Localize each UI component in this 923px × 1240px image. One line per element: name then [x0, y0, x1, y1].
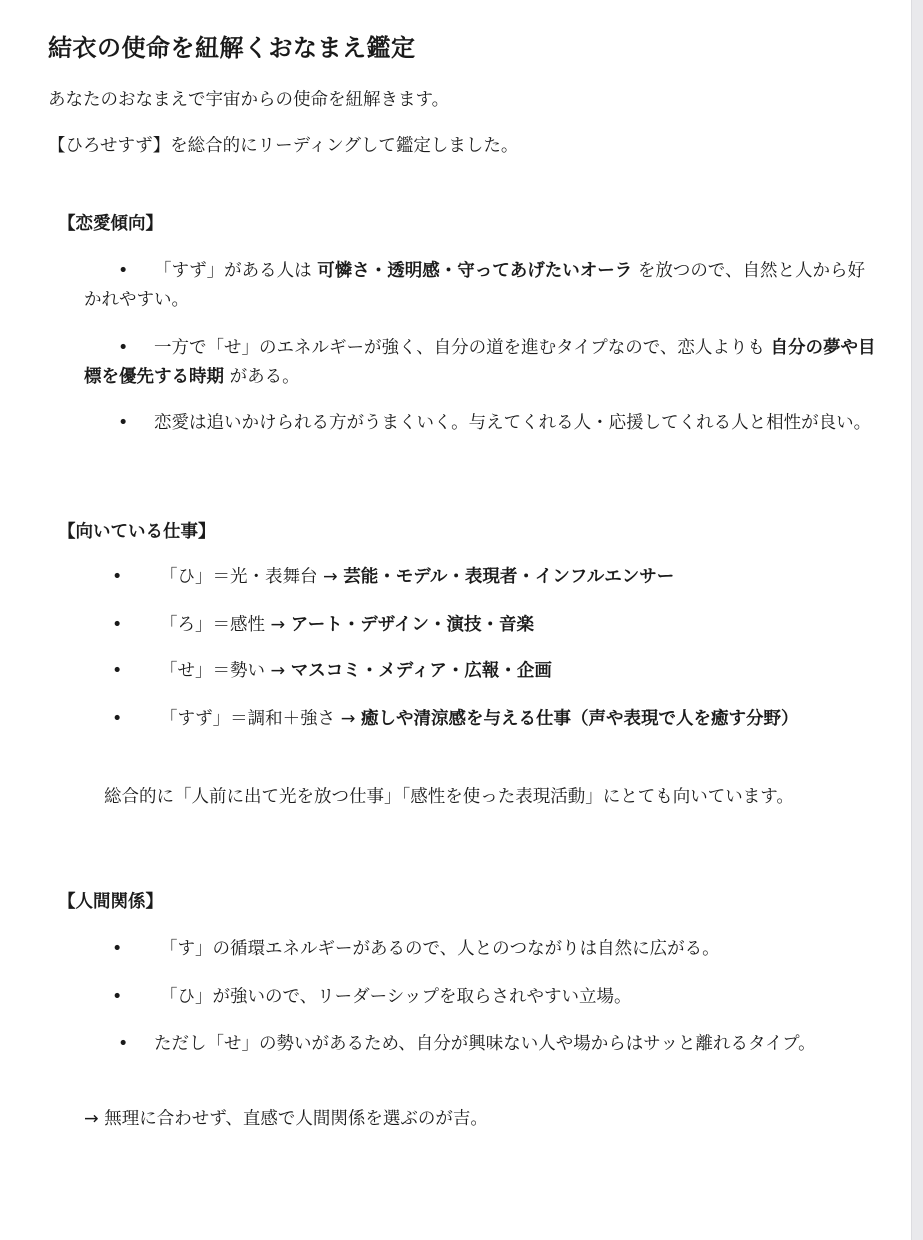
- love-item-2: [84, 334, 879, 392]
- bullet-dot: •: [112, 709, 123, 729]
- bullet-dot: •: [118, 413, 129, 433]
- relations-item-1: [112, 935, 720, 963]
- bullet-dot: •: [112, 567, 123, 587]
- work-item-3-text: 「せ」＝勢い →: [160, 661, 291, 681]
- love-item-3-text: 恋愛は追いかけられる方がうまくいく。与えてくれる人・応援してくれる人と相性が良い。: [154, 413, 872, 433]
- work-item-2-text: 「ろ」＝感性 →: [160, 615, 291, 635]
- relations-item-1-text: 「す」の循環エネルギーがあるので、人とのつながりは自然に広がる。: [160, 939, 720, 959]
- work-item-1: [112, 563, 674, 591]
- work-item-3-bold: マスコミ・メディア・広報・企画: [290, 661, 552, 681]
- love-item-1-post: を放つので、自然と人から好かれやすい。: [84, 261, 865, 310]
- work-item-3: [112, 657, 552, 685]
- work-summary: 総合的に「人前に出て光を放つ仕事」「感性を使った表現活動」にとても向いています。: [104, 787, 794, 807]
- love-item-2-bold: 自分の夢や目標を優先する時期: [84, 338, 876, 387]
- work-heading: 【向いている仕事】: [58, 522, 216, 542]
- love-item-1-text: 「すず」がある人は: [154, 261, 318, 281]
- love-heading: 【恋愛傾向】: [58, 214, 163, 234]
- love-item-1-bold: 可憐さ・透明感・守ってあげたいオーラ: [317, 261, 633, 281]
- love-item-3: [84, 409, 879, 438]
- relations-conclusion: → 無理に合わせず、直感で人間関係を選ぶのが吉。: [84, 1109, 488, 1129]
- relations-item-3-text: ただし「せ」の勢いがあるため、自分が興味ない人や場からはサッと離れるタイプ。: [154, 1034, 816, 1054]
- love-item-2-post: がある。: [224, 367, 300, 387]
- relations-item-3: [84, 1030, 879, 1059]
- bullet-dot: •: [112, 661, 123, 681]
- bullet-dot: •: [112, 987, 123, 1007]
- work-item-4: [112, 705, 798, 733]
- bullet-dot: •: [118, 1034, 129, 1054]
- intro-text-2: 【ひろせすず】を総合的にリーディングして鑑定しました。: [48, 136, 519, 156]
- bullet-dot: •: [118, 261, 129, 281]
- bullet-dot: •: [112, 615, 123, 635]
- work-item-2-bold: アート・デザイン・演技・音楽: [290, 615, 535, 635]
- bullet-dot: •: [118, 338, 129, 358]
- page-edge: [911, 0, 923, 1240]
- work-item-4-bold: 癒しや清涼感を与える仕事（声や表現で人を癒す分野）: [360, 709, 799, 729]
- bullet-dot: •: [112, 939, 123, 959]
- work-item-1-bold: 芸能・モデル・表現者・インフルエンサー: [343, 567, 675, 587]
- love-item-1: [84, 257, 879, 315]
- relations-item-2-text: 「ひ」が強いので、リーダーシップを取らされやすい立場。: [160, 987, 632, 1007]
- work-item-4-text: 「すず」＝調和＋強さ →: [160, 709, 361, 729]
- love-item-2-text: 一方で「せ」のエネルギーが強く、自分の道を進むタイプなので、恋人よりも: [154, 338, 771, 358]
- work-item-2: [112, 611, 534, 639]
- relations-item-2: [112, 983, 631, 1011]
- page-title: 結衣の使命を紐解くおなまえ鑑定: [48, 34, 416, 62]
- work-item-1-text: 「ひ」＝光・表舞台 →: [160, 567, 344, 587]
- relations-heading: 【人間関係】: [58, 892, 163, 912]
- intro-text-1: あなたのおなまえで宇宙からの使命を紐解きます。: [48, 90, 450, 110]
